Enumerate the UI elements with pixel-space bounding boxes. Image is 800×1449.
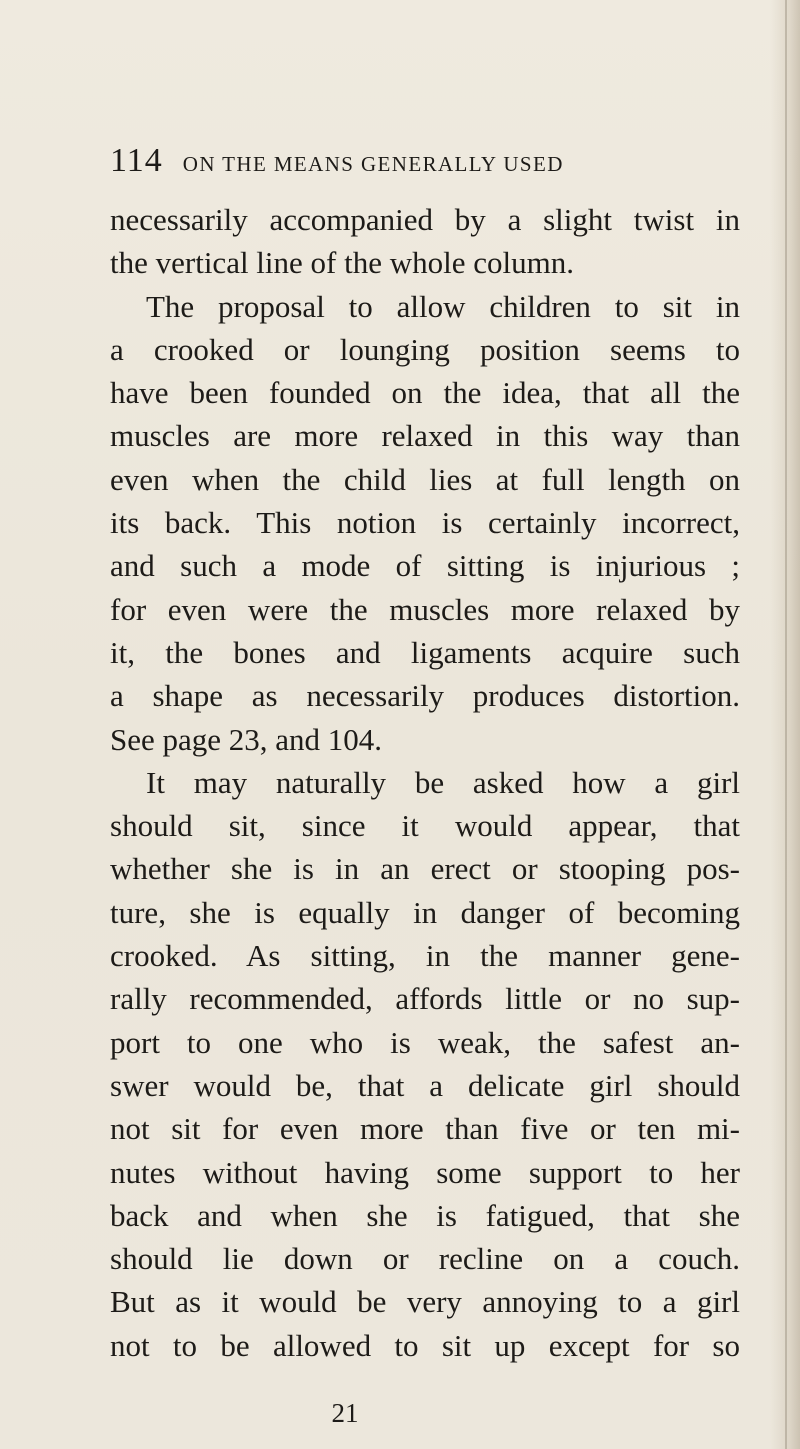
text-line: whether she is in an erect or stooping pos- xyxy=(110,851,740,887)
text-line: rally recommended, affords little or no sup- xyxy=(110,981,740,1017)
text-line: its back. This notion is certainly incorrect, xyxy=(110,505,740,541)
text-line: even when the child lies at full length on xyxy=(110,461,740,497)
text-line: crooked. As sitting, in the manner gene- xyxy=(110,938,740,974)
text-line: not sit for even more than five or ten mi- xyxy=(110,1111,740,1147)
body-text xyxy=(110,198,740,1367)
page-number: 114 xyxy=(110,142,163,179)
text-line: The proposal to allow children to sit in xyxy=(146,288,740,324)
text-line: It may naturally be asked how a girl xyxy=(146,764,740,800)
text-line: a crooked or lounging position seems to xyxy=(110,331,740,367)
signature-mark: 21 xyxy=(331,1398,359,1428)
text-line: See page 23, and 104. xyxy=(110,721,383,757)
text-line: a shape as necessarily produces distortion. xyxy=(110,678,740,714)
text-line: muscles are more relaxed in this way than xyxy=(110,418,740,454)
text-line: have been founded on the idea, that all the xyxy=(110,375,740,411)
text-line: necessarily accompanied by a slight twist in xyxy=(110,202,740,237)
text-line: not to be allowed to sit up except for so xyxy=(110,1327,740,1363)
page-edge-shadow xyxy=(785,0,787,1449)
text-line: swer would be, that a delicate girl should xyxy=(110,1067,740,1103)
running-head xyxy=(110,142,750,182)
running-head-title: ON THE MEANS GENERALLY USED xyxy=(182,152,564,176)
text-line: ture, she is equally in danger of becoming xyxy=(110,894,740,930)
text-line: should lie down or recline on a couch. xyxy=(110,1241,740,1277)
text-line: and such a mode of sitting is injurious ; xyxy=(110,548,740,584)
text-line: back and when she is fatigued, that she xyxy=(110,1197,740,1233)
text-line: nutes without having some support to her xyxy=(110,1154,740,1190)
text-line: it, the bones and ligaments acquire such xyxy=(110,634,740,670)
text-line: the vertical line of the whole column. xyxy=(110,245,574,281)
text-line: But as it would be very annoying to a girl xyxy=(110,1284,740,1320)
text-line: for even were the muscles more relaxed by xyxy=(110,591,740,627)
text-line: should sit, since it would appear, that xyxy=(110,808,740,844)
text-line: port to one who is weak, the safest an- xyxy=(110,1024,740,1060)
